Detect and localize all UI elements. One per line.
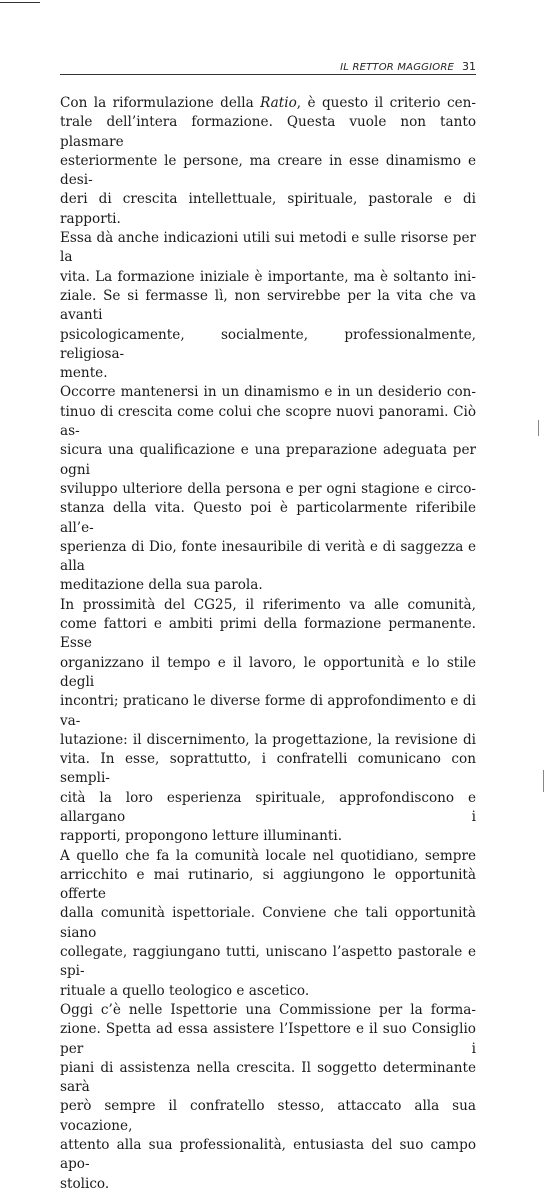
text-line: mente.	[60, 365, 108, 382]
text-line: ziale. Se si fermasse lì, non servirebbe per la vita che va avanti	[60, 287, 476, 324]
scan-edge-mark	[0, 2, 40, 3]
text-line: Oggi c’è nelle Ispettorie una Commissione per la forma-	[60, 1001, 476, 1018]
text-line: A quello che fa la comunità locale nel quotidiano, sempre	[60, 847, 476, 864]
text-line: psicologicamente, socialmente, professionalmente, religiosa-	[60, 326, 476, 362]
body-text	[60, 94, 476, 1194]
text-line: incontri; praticano le diverse forme di approfondimento e di va-	[60, 693, 476, 729]
text-line: tinuo di crescita come colui che scopre nuovi panorami. Ciò as-	[60, 403, 476, 440]
scan-margin-mark	[538, 420, 539, 436]
text-line: rituale a quello teologico e ascetico.	[60, 982, 310, 999]
text-line: però sempre il confratello stesso, attaccato alla sua vocazione,	[60, 1098, 476, 1134]
text-line: In prossimità del CG25, il riferimento va alle comunità,	[60, 596, 476, 613]
text-line: attento alla sua professionalità, entusiasta del suo campo apo-	[60, 1137, 476, 1173]
text-line: organizzano il tempo e il lavoro, le opportunità e lo stile degli	[60, 654, 476, 690]
running-header	[60, 60, 476, 73]
paragraph	[60, 1001, 476, 1194]
text-line: sicura una qualificazione e una preparazione adeguata per ogni	[60, 442, 476, 478]
text-line: stolico.	[60, 1175, 110, 1192]
text-line: lutazione: il discernimento, la progettazione, la revisione di	[60, 731, 476, 748]
header-title: IL RETTOR MAGGIORE	[340, 62, 454, 73]
text-line: trale dell’intera formazione. Questa vuole non tanto plasmare	[60, 114, 476, 150]
text-line: stanza della vita. Questo poi è particolarmente riferibile all’e-	[60, 500, 476, 536]
page-number: 31	[462, 60, 476, 73]
paragraph	[60, 596, 476, 847]
text-line: sviluppo ulteriore della persona e per ogni stagione e circo-	[60, 480, 476, 497]
text-line: Occorre mantenersi in un dinamismo e in un desiderio con-	[60, 384, 476, 401]
italic-term: Ratio	[260, 95, 297, 111]
text-line: meditazione della sua parola.	[60, 577, 263, 594]
header-rule	[60, 74, 476, 75]
text-line: dalla comunità ispettoriale. Conviene che tali opportunità siano	[60, 905, 476, 941]
text-line: esteriormente le persone, ma creare in esse dinamismo e desi-	[60, 152, 476, 189]
text-line: arricchito e mai rutinario, si aggiungono le opportunità offerte	[60, 866, 476, 903]
text-line: vita. La formazione iniziale è importante, ma è soltanto ini-	[60, 268, 476, 285]
text-line: piani di assistenza nella crescita. Il soggetto determinante sarà	[60, 1059, 476, 1096]
text-line: deri di crescita intellettuale, spirituale, pastorale e di rapporti.	[60, 191, 476, 227]
text-line: cità la loro esperienza spirituale, approfondiscono e allargano i	[60, 789, 476, 825]
paragraph	[60, 383, 476, 595]
text-line: Essa dà anche indicazioni utili sui metodi e sulle risorse per la	[60, 230, 476, 266]
paragraph	[60, 94, 476, 383]
text-line: sperienza di Dio, fonte inesauribile di verità e di saggezza e alla	[60, 538, 476, 575]
text-line: Con la riformulazione della Ratio, è questo il criterio cen-	[60, 95, 477, 111]
text-line: rapporti, propongono letture illuminanti.	[60, 828, 343, 845]
text-line: vita. In esse, soprattutto, i confratelli comunicano con sempli-	[60, 751, 476, 787]
scan-margin-mark	[543, 770, 544, 792]
text-line: come fattori e ambiti primi della formazione permanente. Esse	[60, 616, 476, 652]
text-line: zione. Spetta ad essa assistere l’Ispettore e il suo Consiglio per i	[60, 1021, 476, 1057]
paragraph	[60, 847, 476, 1001]
text-line: collegate, raggiungano tutti, uniscano l’aspetto pastorale e spi-	[60, 944, 476, 980]
